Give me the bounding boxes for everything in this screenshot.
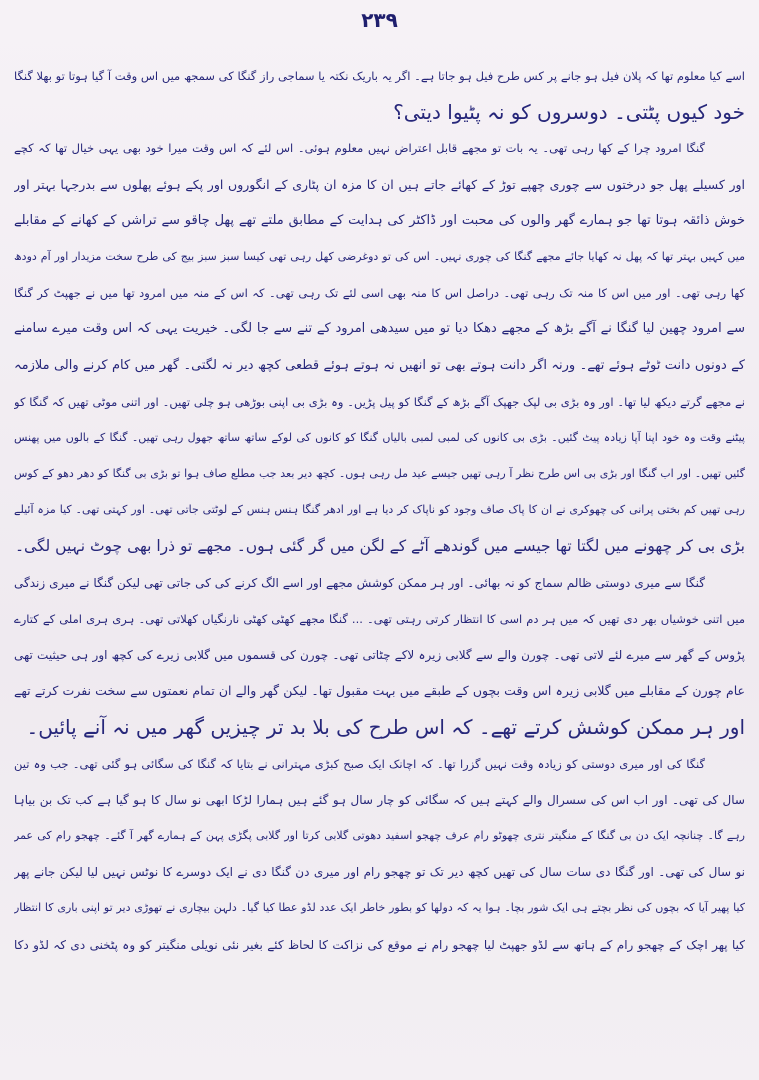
text-line: نے مجھے گرتے دیکھ لیا تھا۔ اور وہ بڑی بی لپک جھپک آگے بڑھ کے گنگا کو پیل پڑیں۔ وہ بڑی بی اپنی بوڑھی ہو چلی تھیں۔ اور اتنی موٹی تھیں کہ گنگا کو (14, 394, 745, 409)
text-line: گئیں تھیں۔ اور اب گنگا اور بڑی بی اس طرح نظر آ رہی تھیں جیسے عید مل رہی ہوں۔ کچھ دیر بعد جب مطلع صاف ہوا تو بڑی بی گنگا کو دھر دھو کے کوس (14, 467, 745, 481)
text-line: کیا پھیر آیا کہ بچوں کی نظر بچتے ہی ایک شور بچا۔ ہوا یہ کہ دولھا کو بطور خاطر ایک عدد لڈو عطا کیا گیا۔ دلہن بیچاری نے تھوڑی دیر تو اپنی باری کا انتظار (14, 901, 745, 915)
text-line: اور ہر ممکن کوشش کرتے تھے۔ کہ اس طرح کی بلا بد تر چیزیں گھر میں نہ آنے پائیں۔ (26, 715, 745, 740)
text-line: رہی تھیں کم بختی پرانی کی چھوکری نے ان کا پاک صاف وجود کو ناپاک کر دیا ہے اور ادھر گنگا ہنس ہنس کے لوٹتی جاتی تھی۔ اور کہتی تھی۔ کیا مزہ آئیلے (14, 503, 745, 517)
text-line: گنگا سے میری دوستی ظالم سماج کو نہ بھائی۔ اور ہر ممکن کوشش مجھے اور اسے الگ کرنے کی کی جاتی تھی لیکن گنگا نے میری زندگی (14, 575, 705, 590)
text-line: اور کسیلے پھل جو درختوں سے چوری چھپے توڑ کے کھائے جاتے ہیں ان کا مزہ ان پٹاری کے انگوروں اور پکے ہوئے پھلوں سے بدرجہا بہتر اور (14, 176, 745, 192)
text-line: بڑی بی کر چھونے میں لگتا تھا جیسے میں گوندھے آٹے کے لگن میں گر گئی ہوں۔ مجھے تو ذرا بھی چوٹ نہیں لگی۔ (14, 537, 745, 556)
text-line: میں اتنی خوشیاں بھر دی تھیں کہ میں ہر دم اسی کا انتظار کرتی رہتی تھی۔ ... گنگا مجھے کھٹی کھٹی نارنگیاں کھلاتی تھی۔ ہری ہری املی کے کتارے (14, 611, 745, 626)
text-line: نو سال کی تھی۔ اور گنگا دی سات سال کی تھیں کچھ دیر تک تو چھجو رام اور میری دن گنگا دی نے ایک دوسرے کا نوٹس نہیں لیا لیکن جانے پھر (14, 865, 745, 880)
text-line: اسے کیا معلوم تھا کہ پلان فیل ہو جانے پر کس طرح فیل ہو جاتا ہے۔ اگر یہ باریک نکتہ یا سماجی راز گنگا کی سمجھ میں اس وقت آ گیا ہوتا تو بھلا گنگا (14, 69, 745, 83)
text-line: گنگا امرود چرا کے کھا رہی تھی۔ یہ بات تو مجھے قابل اعتراض نہیں معلوم ہوئی۔ اس لئے کہ اس وقت میرا خود بھی یہی خیال تھا کہ کچے (14, 141, 705, 156)
text-line: گنگا کی اور میری دوستی کو زیادہ وقت نہیں گزرا تھا۔ کہ اچانک ایک صبح کبڑی مہترانی نے بتایا کہ گنگا کی سگائی ہو گئی تھی۔ جب وہ تین (14, 756, 705, 771)
text-line: کیا پھر اچک کے چھجو رام کے ہاتھ سے لڈو جھپٹ لیا چھجو رام نے موقع کی نزاکت کا لحاظ کئے بغیر نئی نویلی منگیتر کو وہ پٹخنی دی کہ لڈو دکا (14, 937, 745, 952)
text-line: سے امرود چھین لیا گنگا نے آگے بڑھ کے مجھے دھکا دیا تو میں سیدھی امرود کے تنے سے جا لگی۔ خیریت یہی کہ اس وقت میرے سامنے (14, 321, 745, 337)
text-line: پڑوس کے گھر سے میرے لئے لاتی تھی۔ چورن والے سے گلابی زیرہ لاکے چٹاتی تھی۔ چورن کی قسموں میں گلابی زیرے کی کچھ اور ہی حیثیت تھی (14, 648, 745, 662)
text-line: میں کہیں بہتر تھا کہ پھل نہ کھایا جائے مجھے گنگا کی چوری نہیں۔ اس کی تو دوغرضی کھل رہی تھی کیسا سبز سبز بیج کی طرح سخت مزیدار اور آم دودھ (14, 249, 745, 263)
text-line: کے دونوں دانت ٹوٹے ہوئے تھے۔ ورنہ اگر دانت ہوتے بھی تو انھیں نہ ہوتے ہوئے قطعی کچھ دیر نہ لگتی۔ گھر میں کام کرنے والی ملازمہ (14, 357, 745, 373)
page-text-body (14, 58, 745, 1068)
text-line: خوش ذائقہ ہوتا تھا جو ہمارے گھر والوں کی محبت اور ڈاکٹر کی ہدایت کے مطابق ملتے تھے پھل چاقو سے تراشں کے کھانے کے مقابلے (14, 212, 745, 228)
text-line: سال کی تھی۔ اور اب اس کی سسرال والے کہتے ہیں کہ سگائی کو چار سال ہو گئے ہیں ہمارا لڑکا ابھی نو سال کا ہو گیا ہے کب تک بن بیاہا (14, 792, 745, 807)
text-line: رہے گا۔ چنانچہ ایک دن بی گنگا کے منگیتر نتری چھوٹو رام عرف چھجو اسفید دھوتی گلابی کرتا اور گلابی پگڑی پہن کے ہمارے گھر آ گئے۔ چھجو رام کی عمر (14, 828, 745, 842)
text-line: کھا رہی تھی۔ اور میں اس کا منہ تک رہی تھی۔ دراصل اس کا منہ بھی اسی لئے تک رہی تھی۔ کہ اس کے منہ میں امرود تھا میں نے جھپٹ کر گنگا (14, 286, 745, 301)
text-line: عام چورن کے مقابلے میں گلابی زیرہ اس وقت بچوں کے طبقے میں بہت مقبول تھا۔ لیکن گھر والے ان تمام نعمتوں سے سخت نفرت کرتے تھے (14, 683, 745, 699)
text-line: خود کیوں پٹتی۔ دوسروں کو نہ پٹیوا دیتی؟ (393, 100, 745, 125)
page-number: ۲۳۹ (361, 8, 398, 32)
text-line: پیٹنے وقت وہ خود اپنا آپا زیادہ پیٹ گئیں۔ بڑی بی کانوں کی لمبی لمبی بالیاں گنگا کو کانوں کی لوکے ساتھ ساتھ جھول رہی تھیں۔ گنگا کے بالوں میں پھنس (14, 430, 745, 444)
